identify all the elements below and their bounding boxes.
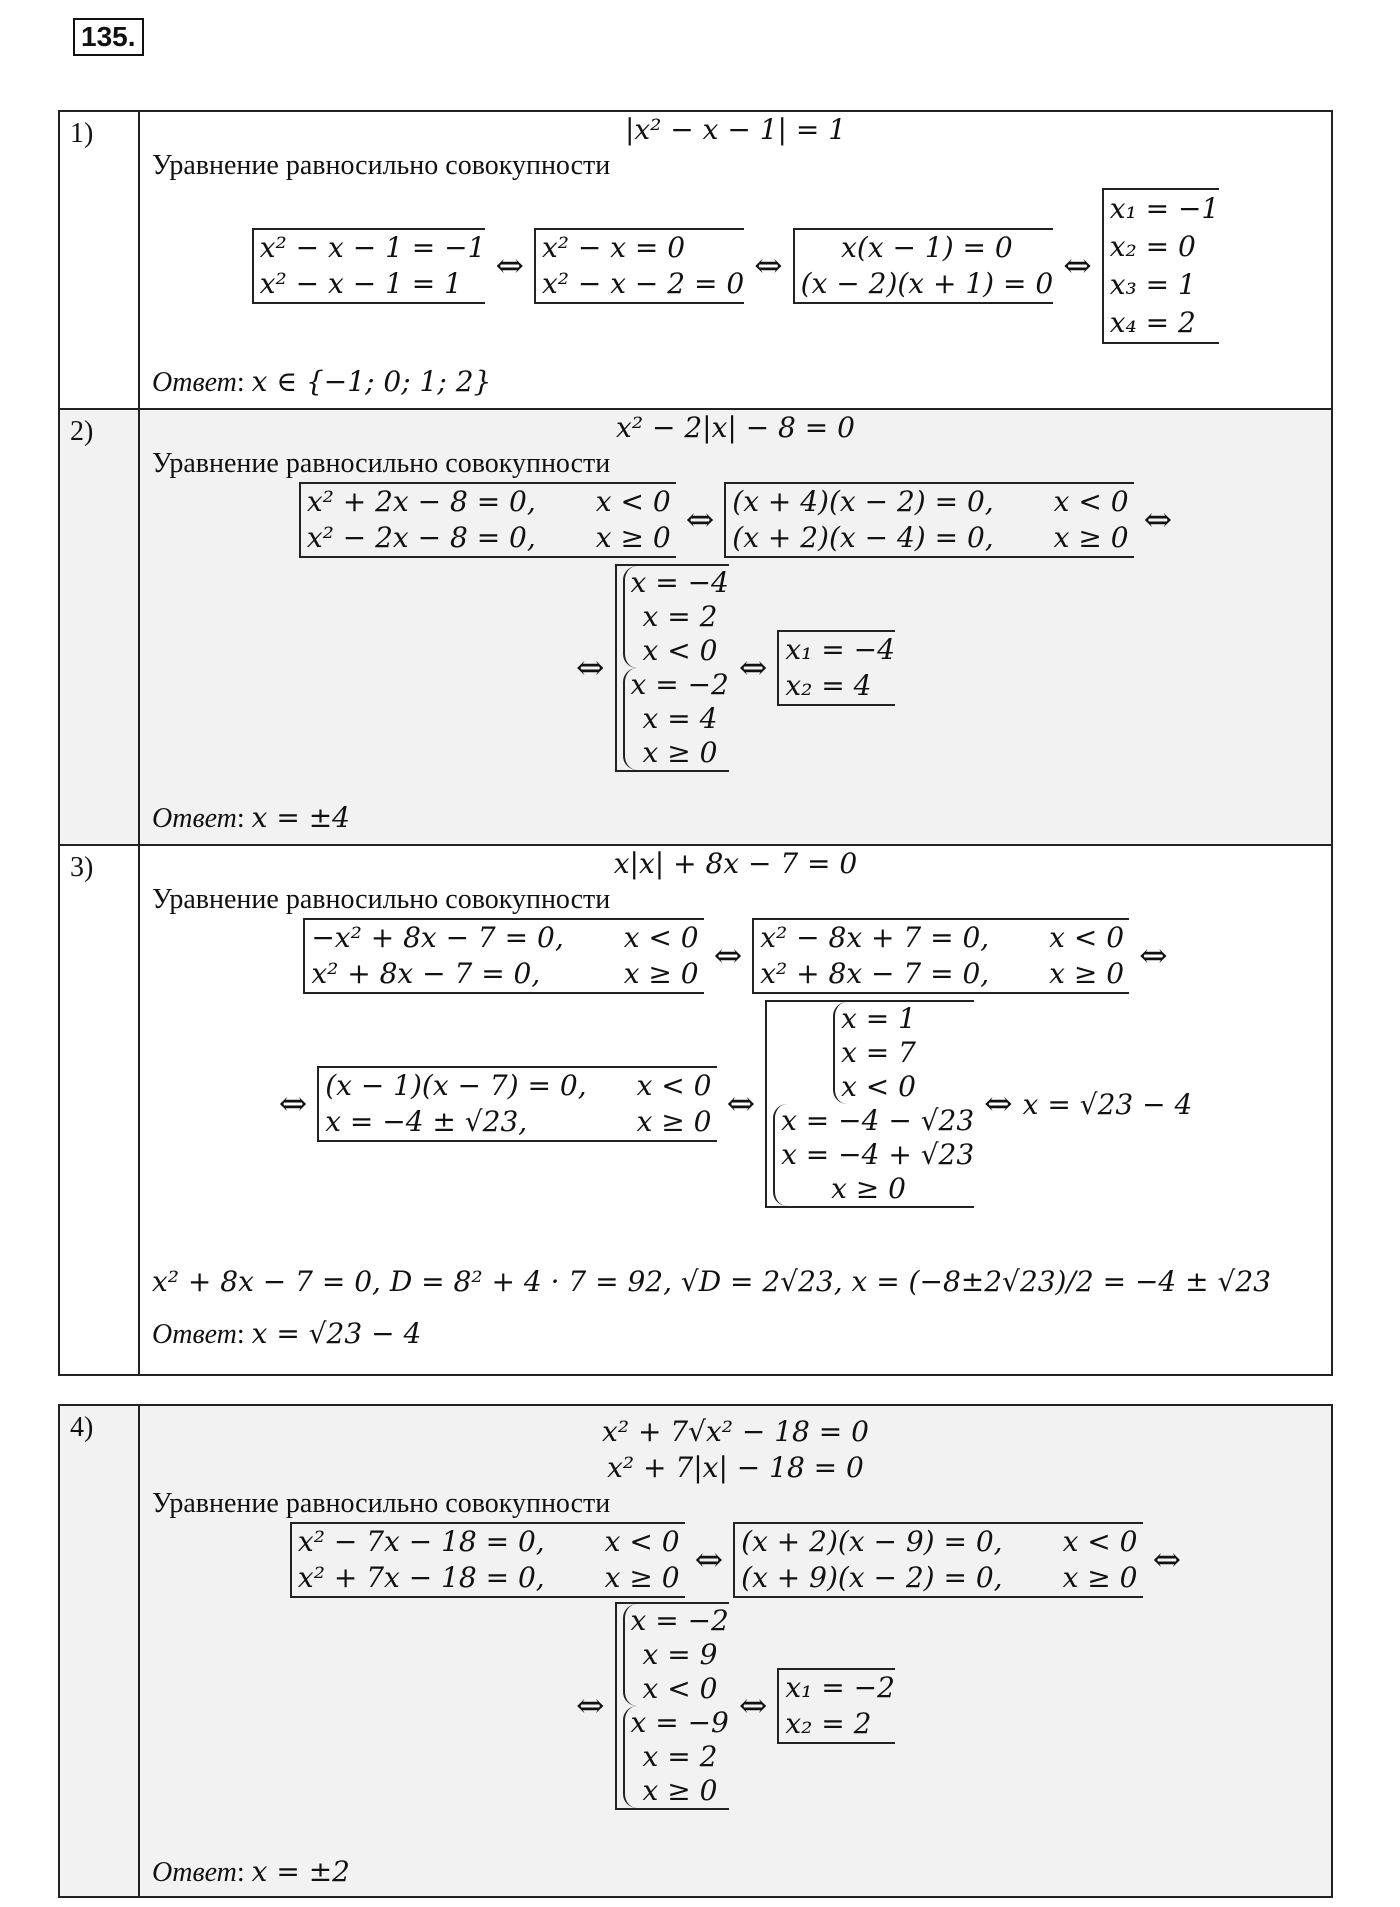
bracket-set — [752, 918, 1129, 994]
answer-line: Ответ: x ∈ {−1; 0; 1; 2} — [152, 365, 492, 398]
solutions-table-2 — [58, 1404, 1333, 1898]
intro-text: Уравнение равносильно совокупности — [152, 150, 611, 181]
equiv-arrow: ⇔ — [1152, 1540, 1182, 1580]
transform-chain — [140, 482, 1331, 558]
equiv-arrow: ⇔ — [713, 936, 743, 976]
equation: x² − 2|x| − 8 = 0 — [616, 411, 855, 444]
eq-line: x = −4 — [630, 566, 729, 599]
equiv-arrow: ⇔ — [495, 246, 524, 286]
system-brace — [773, 1104, 974, 1206]
eq-line: x² − x − 1 = 1 — [259, 267, 462, 300]
condition: x ≥ 0 — [642, 1774, 718, 1807]
eq-line: x₂ = 4 — [785, 669, 872, 702]
equiv-arrow: ⇔ — [1063, 246, 1092, 286]
eq-line: (x + 9)(x − 2) = 0, — [741, 1561, 1003, 1594]
bracket-set — [534, 228, 744, 304]
eq-line: x₁ = −1 — [1109, 192, 1220, 225]
eq-line: x = 1 — [841, 1002, 916, 1035]
eq-line: x = −2 — [630, 668, 729, 701]
bracket-set — [733, 1522, 1142, 1598]
answer-label: Ответ — [152, 1857, 237, 1888]
problem-number: 135. — [73, 18, 144, 56]
answer-value: x = ±2 — [251, 1855, 350, 1888]
answer-value: x = ±4 — [251, 801, 350, 834]
system-brace — [623, 1706, 729, 1808]
eq-line: x₁ = −2 — [785, 1671, 895, 1704]
solutions-table — [58, 110, 1333, 1376]
condition: x < 0 — [636, 1069, 712, 1102]
eq-line: (x + 2)(x − 4) = 0, — [732, 521, 994, 554]
eq-line: x² − x − 1 = −1 — [259, 231, 486, 264]
condition: x < 0 — [623, 921, 699, 954]
equiv-arrow: ⇔ — [278, 1084, 308, 1124]
eq-line: x² + 7x − 18 = 0, — [297, 1561, 545, 1594]
equiv-arrow: ⇔ — [685, 500, 715, 540]
solution-row-4 — [59, 1405, 1332, 1897]
equiv-arrow: ⇔ — [1139, 936, 1168, 976]
system-chain — [140, 1000, 1331, 1208]
answer-line: Ответ: x = ±4 — [152, 801, 350, 834]
answer-value: x = √23 − 4 — [251, 1317, 422, 1350]
bracket-set — [290, 1522, 685, 1598]
condition: x < 0 — [642, 634, 718, 667]
condition: x < 0 — [604, 1525, 680, 1558]
system-brace — [623, 1604, 729, 1706]
eq-line: x = −2 — [630, 1604, 729, 1637]
eq-line: x² − 7x − 18 = 0, — [297, 1525, 545, 1558]
transform-chain — [140, 918, 1331, 994]
eq-line: (x − 2)(x + 1) = 0 — [800, 267, 1054, 300]
equiv-arrow: ⇔ — [754, 246, 783, 286]
condition: x < 0 — [595, 485, 671, 518]
eq-line: x² + 2x − 8 = 0, — [306, 485, 536, 518]
answer-line: Ответ: x = √23 − 4 — [152, 1317, 422, 1350]
eq-line: x = −4 − √23 — [781, 1104, 975, 1137]
equiv-arrow: ⇔ — [984, 1084, 1013, 1124]
bracket-set — [615, 564, 729, 772]
transform-chain — [140, 188, 1331, 344]
equiv-arrow: ⇔ — [694, 1540, 724, 1580]
row-index: 3) — [59, 845, 139, 1375]
system-chain — [140, 564, 1331, 772]
eq-line: x = 9 — [642, 1638, 718, 1671]
answer-line: Ответ: x = ±2 — [152, 1855, 350, 1888]
condition: x < 0 — [1053, 485, 1129, 518]
condition: x ≥ 0 — [636, 1105, 712, 1138]
equiv-arrow: ⇔ — [576, 648, 605, 688]
eq-line: x = −4 ± √23, — [325, 1105, 528, 1138]
bracket-set — [615, 1602, 729, 1810]
intro-text: Уравнение равносильно совокупности — [152, 448, 611, 479]
eq-line: x² − 2x − 8 = 0, — [306, 521, 536, 554]
answer-label: Ответ — [152, 367, 237, 398]
condition: x ≥ 0 — [623, 957, 699, 990]
condition: x < 0 — [841, 1070, 916, 1103]
solution-body — [139, 111, 1332, 409]
condition: x < 0 — [1049, 921, 1125, 954]
system-chain — [140, 1602, 1331, 1810]
condition: x ≥ 0 — [1053, 521, 1129, 554]
row-index: 1) — [59, 111, 139, 409]
intro-text: Уравнение равносильно совокупности — [152, 1488, 611, 1519]
intro-text: Уравнение равносильно совокупности — [152, 884, 611, 915]
bracket-set — [724, 482, 1133, 558]
eq-line: x₁ = −4 — [785, 633, 895, 666]
row-index: 4) — [59, 1405, 139, 1897]
system-brace — [623, 566, 729, 668]
condition: x < 0 — [1062, 1525, 1138, 1558]
equation: x² + 7√x² − 18 = 0 — [602, 1415, 869, 1448]
eq-line: x² − x = 0 — [541, 231, 686, 264]
bracket-set — [793, 228, 1054, 304]
bracket-set — [252, 228, 486, 304]
eq-line: x₃ = 1 — [1109, 268, 1196, 301]
transform-chain — [140, 1522, 1331, 1598]
bracket-set — [317, 1066, 716, 1142]
bracket-set — [303, 918, 703, 994]
eq-line: x = 7 — [841, 1036, 916, 1069]
bracket-set — [1102, 188, 1220, 344]
solution-body — [139, 845, 1332, 1375]
equation: x|x| + 8x − 7 = 0 — [613, 847, 858, 880]
equiv-arrow: ⇔ — [576, 1686, 605, 1726]
condition: x ≥ 0 — [604, 1561, 680, 1594]
eq-line: x = −9 — [630, 1706, 729, 1739]
equiv-arrow: ⇔ — [738, 648, 768, 688]
result-expression: x = √23 − 4 — [1022, 1087, 1193, 1121]
condition: x ≥ 0 — [831, 1172, 906, 1205]
bracket-set — [777, 630, 895, 706]
bracket-set — [765, 1000, 974, 1208]
answer-value: x ∈ {−1; 0; 1; 2} — [251, 365, 492, 398]
discriminant-note: x² + 8x − 7 = 0, D = 8² + 4 · 7 = 92, √D = 2√23, x = (−8±2√23)/2 = −4 ± √23 — [152, 1265, 1271, 1298]
eq-line: −x² + 8x − 7 = 0, — [311, 921, 564, 954]
eq-line: (x + 2)(x − 9) = 0, — [741, 1525, 1003, 1558]
solution-row-1 — [59, 111, 1332, 409]
answer-label: Ответ — [152, 803, 237, 834]
system-brace — [833, 1002, 974, 1104]
solution-body — [139, 409, 1332, 845]
bracket-set — [299, 482, 676, 558]
eq-line: x₂ = 0 — [1109, 230, 1196, 263]
eq-line: x² − x − 2 = 0 — [541, 267, 745, 300]
eq-line: x² − 8x + 7 = 0, — [760, 921, 990, 954]
answer-label: Ответ — [152, 1319, 237, 1350]
eq-line: x = 2 — [642, 600, 718, 633]
equation-simplified: x² + 7|x| − 18 = 0 — [607, 1451, 864, 1484]
condition: x < 0 — [642, 1672, 718, 1705]
condition: x ≥ 0 — [595, 521, 671, 554]
bracket-set — [777, 1668, 895, 1744]
eq-line: x = 2 — [642, 1740, 718, 1773]
eq-line: x = 4 — [642, 702, 718, 735]
equiv-arrow: ⇔ — [1143, 500, 1173, 540]
condition: x ≥ 0 — [1062, 1561, 1138, 1594]
row-index: 2) — [59, 409, 139, 845]
solution-body — [139, 1405, 1332, 1897]
equiv-arrow: ⇔ — [726, 1084, 756, 1124]
equiv-arrow: ⇔ — [738, 1686, 768, 1726]
condition: x ≥ 0 — [1049, 957, 1125, 990]
eq-line: x² + 8x − 7 = 0, — [760, 957, 990, 990]
solution-row-2 — [59, 409, 1332, 845]
eq-line: x(x − 1) = 0 — [841, 231, 1013, 264]
eq-line: x₂ = 2 — [785, 1707, 872, 1740]
eq-line: (x + 4)(x − 2) = 0, — [732, 485, 994, 518]
eq-line: x₄ = 2 — [1109, 306, 1196, 339]
system-brace — [623, 668, 729, 770]
equation: |x² − x − 1| = 1 — [624, 113, 847, 146]
eq-line: x² + 8x − 7 = 0, — [311, 957, 541, 990]
eq-line: (x − 1)(x − 7) = 0, — [325, 1069, 587, 1102]
eq-line: x = −4 + √23 — [781, 1138, 975, 1171]
solution-row-3 — [59, 845, 1332, 1375]
condition: x ≥ 0 — [642, 736, 718, 769]
